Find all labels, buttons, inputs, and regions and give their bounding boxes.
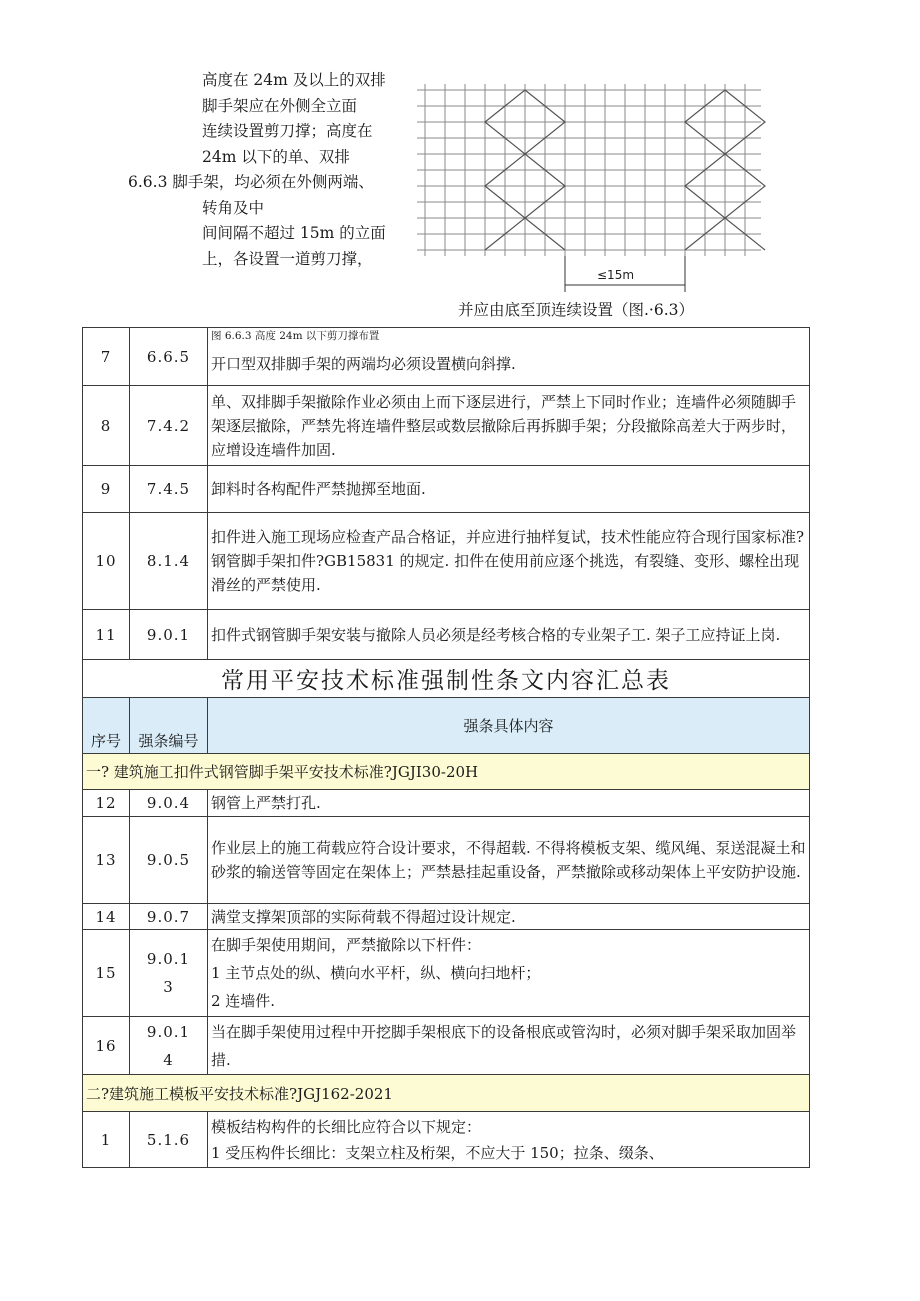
row-number: 13 [83,817,130,904]
clause-code: 7.4.5 [130,466,208,513]
table-row [83,790,810,817]
summary-title-row [83,660,810,698]
row-number: 16 [83,1017,130,1075]
clause-content: 单、双排脚手架撤除作业必须由上而下逐层进行，严禁上下同时作业；连墙件必须随脚手架逐层撤除，严禁先将连墙件整层或数层撤除后再拆脚手架；分段撤除高差大于两步时，应增设连墙件加固. [208,386,810,466]
clause-code: 8.1.4 [130,513,208,610]
row-number: 9 [83,466,130,513]
header-code: 强条编号 [130,698,208,754]
table-row [83,817,810,904]
table-row [83,904,810,930]
clause-line: 1 主节点处的纵、横向水平杆，纵、横向扫地杆； [211,964,541,982]
clause-663-section [0,0,920,330]
row-number: 7 [83,328,130,386]
header-number: 序号 [83,698,130,754]
clause-text: 开口型双排脚手架的两端均必须设置横向斜撑. [211,355,516,373]
clause-line: 24m 以下的单、双排 [202,147,350,166]
clause-code-line: 9.0.1 [146,950,191,968]
header-content: 强条具体内容 [208,698,810,754]
clause-content [208,328,810,386]
table-row [83,513,810,610]
section-row [83,754,810,790]
clause-code [130,930,208,1017]
clause-code: 9.0.4 [130,790,208,817]
clause-code: 9.0.7 [130,904,208,930]
clause-content: 扣件式钢管脚手架安装与撤除人员必须是经考核合格的专业架子工. 架子工应持证上岗. [208,610,810,660]
clause-code: 9.0.5 [130,817,208,904]
table-row [83,610,810,660]
row-number: 11 [83,610,130,660]
standards-table [82,327,810,1168]
row-number: 15 [83,930,130,1017]
clause-line: 脚手架应在外侧全立面 [202,96,358,115]
clause-line: 模板结构构件的长细比应符合以下规定： [211,1117,482,1136]
dimension-label: ≤15m [597,268,635,282]
clause-line: 连续设置剪刀撑；高度在 [202,122,373,140]
clause-code-line: 3 [163,978,174,996]
row-number: 8 [83,386,130,466]
clause-code: 7.4.2 [130,386,208,466]
row-number: 10 [83,513,130,610]
scissor-brace-figure [415,80,775,295]
section-title: 一? 建筑施工扣件式钢管脚手架平安技术标准?JGJI30-20H [83,754,810,790]
clause-content: 当在脚手架使用过程中开挖脚手架根底下的设备根底或管沟时，必须对脚手架采取加固举措. [208,1017,810,1075]
clause-663-continuation: 并应由底至顶连续设置（图.·6.3） [458,301,695,319]
clause-content: 满堂支撑架顶部的实际荷载不得超过设计规定. [208,904,810,930]
clause-code: 6.6.5 [130,328,208,386]
clause-line: 6.6.3 脚手架，均必须在外侧两端、 [128,173,374,191]
clause-line: 高度在 24m 及以上的双排 [202,71,386,89]
clause-code-line: 9.0.1 [146,1022,191,1041]
clause-content [208,1112,810,1168]
clause-code: 9.0.1 [130,610,208,660]
table-row [83,466,810,513]
clause-content: 卸料时各构配件严禁抛掷至地面. [208,466,810,513]
clause-code [130,1017,208,1075]
figure-caption: 图 6.6.3 高度 24m 以下剪刀撑布置 [211,330,380,342]
clause-line: 上，各设置一道剪刀撑， [202,249,373,268]
clause-line: 1 受压构件长细比：支架立柱及桁架，不应大于 150；拉条、缀条、 [211,1143,664,1162]
clause-663-text [128,68,418,272]
row-number: 12 [83,790,130,817]
clause-content: 扣件进入施工现场应检查产品合格证，并应进行抽样复试，技术性能应符合现行国家标准?钢管脚手架扣件?GB15831 的规定. 扣件在使用前应逐个挑选，有裂缝、变形、螺栓出现滑丝的严禁使用. [208,513,810,610]
section-title: 二?建筑施工模板平安技术标准?JGJ162-2021 [83,1075,810,1112]
table-row [83,386,810,466]
row-number: 14 [83,904,130,930]
table-row [83,1017,810,1075]
table-header-row [83,698,810,754]
clause-code-line: 4 [163,1050,174,1069]
clause-line: 在脚手架使用期间，严禁撤除以下杆件： [211,936,482,954]
summary-title: 常用平安技术标准强制性条文内容汇总表 [83,660,810,698]
table-row [83,1112,810,1168]
clause-line: 转角及中 [202,198,265,217]
clause-content: 作业层上的施工荷载应符合设计要求，不得超载. 不得将模板支架、缆风绳、泵送混凝土和砂浆的输送管等固定在架体上；严禁悬挂起重设备，严禁撤除或移动架体上平安防护设施. [208,817,810,904]
clause-content [208,930,810,1017]
table-row [83,328,810,386]
table-row [83,930,810,1017]
clause-code: 5.1.6 [130,1112,208,1168]
section-row [83,1075,810,1112]
row-number: 1 [83,1112,130,1168]
clause-line: 间间隔不超过 15m 的立面 [202,224,386,242]
clause-content: 钢管上严禁打孔. [208,790,810,817]
clause-line: 2 连墙件. [211,992,276,1010]
